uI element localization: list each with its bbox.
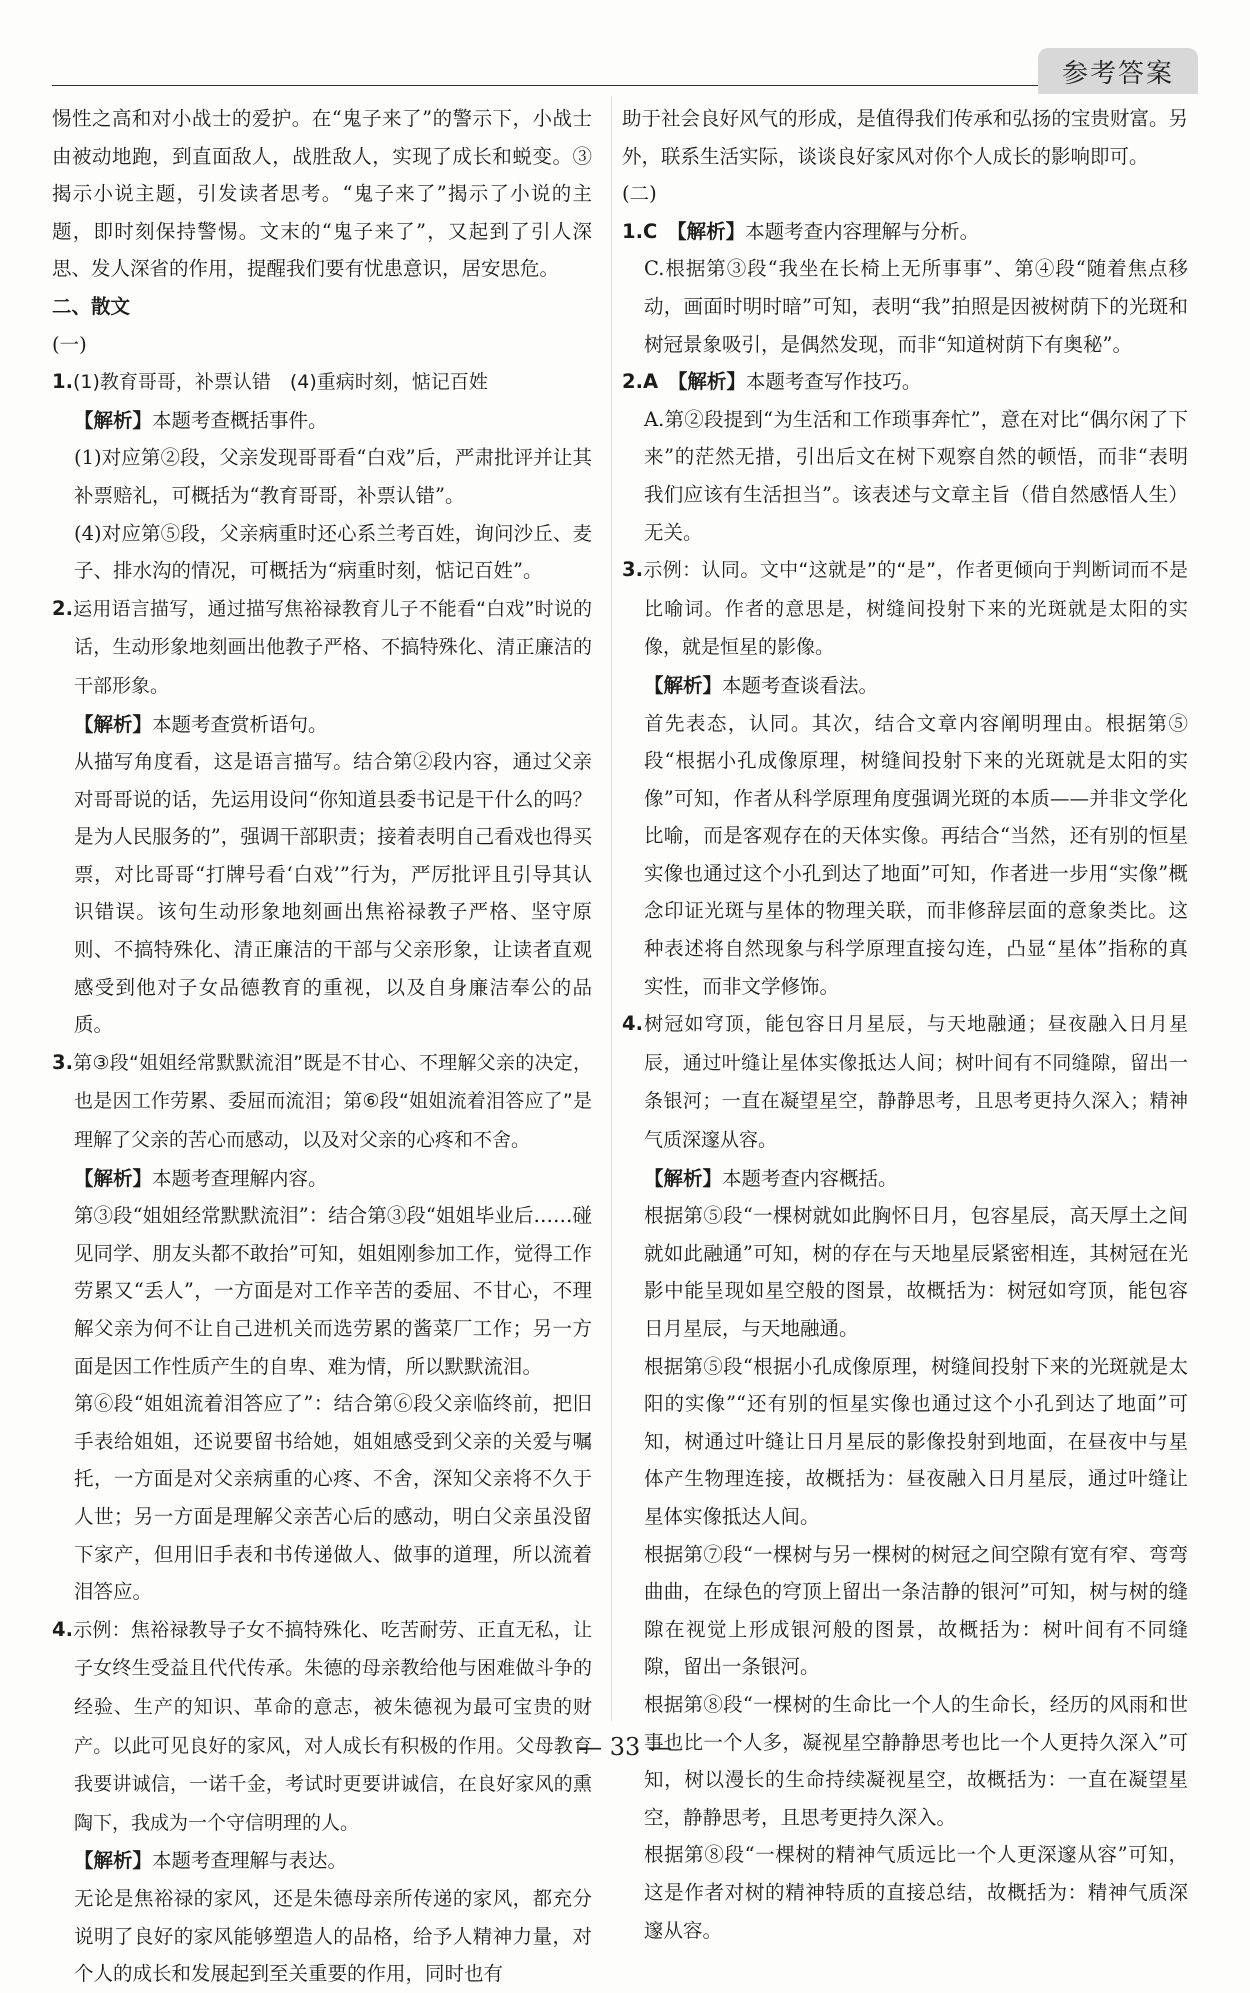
analysis-paragraph: 根据第⑦段“一棵树与另一棵树的树冠之间空隙有宽有窄、弯弯曲曲，在绿色的穹顶上留出一条洁静的银河”可知，树与树的缝隙在视觉上形成银河般的图景，故概括为：树叶间有不同缝隙，留出一条银河。: [644, 1542, 1188, 1679]
analysis-paragraph: 根据第⑤段“一棵树就如此胸怀日月，包容星辰，高天厚土之间就如此融通”可知，树的存在与天地星辰紧密相连，其树冠在光影中能呈现如星空般的图景，故概括为：树冠如穹顶，能包容日月星辰，与天地融通。: [644, 1204, 1188, 1340]
question-number: 1.: [52, 370, 73, 394]
question-number: 3.: [52, 1050, 73, 1074]
analysis-tag: 【解析】: [644, 1166, 723, 1190]
analysis-paragraph: 从描写角度看，这是语言描写。结合第②段内容，通过父亲对哥哥说的话，先运用设问“你知道县委书记是干什么的吗？是为人民服务的”，强调干部职责；接着表明自己看戏也得买票，对比哥哥“打牌号看‘白戏’”行为，严厉批评且引导其认识错误。该句生动形象地刻画出焦裕禄教子严格、坚守原则、不搞特殊化、清正廉洁的干部与父亲形象，让读者直观感受到他对子女品德教育的重视，以及自身廉洁奉公的品质。: [74, 750, 592, 1037]
analysis-paragraph: 第⑥段“姐姐流着泪答应了”：结合第⑥段父亲临终前，把旧手表给姐姐，还说要留书给她，姐姐感受到父亲的关爱与嘱托，一方面是对父亲病重的心疼、不舍，深知父亲将不久于人世；另一方面是理解父亲苦心后的感动，明白父亲虽没留下家产，但用旧手表和书传递做人、做事的道理，所以流着泪答应。: [74, 1392, 592, 1604]
analysis-tag: 【解析】: [644, 673, 723, 697]
analysis-tag: 【解析】: [74, 408, 153, 432]
analysis-topic: 本题考查理解与表达。: [152, 1849, 348, 1873]
analysis-paragraph: 根据第⑧段“一棵树的精神气质远比一个人更深邃从容”可知，这是作者对树的精神特质的直接总结，故概括为：精神气质深邃从容。: [644, 1843, 1188, 1942]
answer-text: 树冠如穹顶，能包容日月星辰，与天地融通；昼夜融入日月星辰，通过叶缝让星体实像抵达人间；树叶间有不同缝隙，留出一条银河；一直在凝望星空，静静思考，且思考更持久深入；精神气质深邃从容。: [642, 1013, 1188, 1152]
analysis-paragraph: (4)对应第⑤段，父亲病重时还心系兰考百姓，询问沙丘、麦子、排水沟的情况，可概括为“病重时刻，惦记百姓”。: [74, 521, 592, 583]
answer-text: 示例：焦裕禄教导子女不搞特殊化、吃苦耐劳、正直无私，让子女终生受益且代代传承。朱德的母亲教给他与困难做斗争的经验、生产的知识、革命的意志，被朱德视为最可宝贵的财产。以此可见良好的家风，对人成长有积极的作用。父母教育我要讲诚信，一诺千金，考试时更要讲诚信，在良好家风的熏陶下，我成为一个守信明理的人。: [72, 1618, 592, 1834]
analysis-topic: 本题考查内容概括。: [722, 1166, 898, 1190]
question-1: [52, 363, 592, 402]
analysis-tag: 【解析】: [74, 712, 153, 736]
subsection-label: (一): [52, 332, 87, 356]
question-number: 4.: [622, 1012, 643, 1036]
analysis-tag: 【解析】: [74, 1166, 153, 1190]
analysis-topic: 本题考查赏析语句。: [152, 712, 328, 736]
question-4: [52, 1611, 592, 1843]
analysis-paragraph: 无论是焦裕禄的家风，还是朱德母亲所传递的家风，都充分说明了良好的家风能够塑造人的品格，给予人精神力量，对个人的成长和发展起到至关重要的作用，同时也有: [74, 1886, 592, 1986]
page-number: — 33 —: [578, 1733, 672, 1761]
answer-text: 运用语言描写，通过描写焦裕禄教育儿子不能看“白戏”时说的话，生动形象地刻画出他教子严格、不搞特殊化、清正廉洁的干部形象。: [72, 597, 592, 697]
analysis-heading: [622, 1160, 1188, 1198]
column-divider: [611, 96, 612, 1721]
answer-text: 示例：认同。文中“这就是”的“是”，作者更倾向于判断词而不是比喻词。作者的意思是，树缝间投射下来的光斑就是太阳的实像，就是恒星的影像。: [642, 559, 1188, 659]
analysis-paragraph: 根据第⑧段“一棵树的生命比一个人的生命长，经历的风雨和世事也比一个人多，凝视星空静静思考也比一个人更持久深入”可知，树以漫长的生命持续凝视星空，故概括为：一直在凝望星空，静静思考，且思考更持久深入。: [644, 1692, 1188, 1829]
left-column: [52, 100, 592, 1993]
question-3: [622, 551, 1188, 667]
analysis-heading: [622, 667, 1188, 705]
question-3: [52, 1044, 592, 1160]
analysis-topic: 本题考查谈看法。: [722, 673, 879, 697]
analysis-heading: [52, 1842, 592, 1880]
right-column: [622, 100, 1188, 1949]
right-lead-paragraph: 助于社会良好风气的形成，是值得我们传承和弘扬的宝贵财富。另外，联系生活实际，谈谈良好家风对你个人成长的影响即可。: [622, 107, 1188, 168]
analysis-topic: 本题考查写作技巧。: [745, 370, 922, 394]
analysis-paragraph: (1)对应第②段，父亲发现哥哥看“白戏”后，严肃批评并让其补票赔礼，可概括为“教育哥哥，补票认错”。: [74, 446, 592, 507]
analysis-heading: [52, 402, 592, 440]
question-number: 3.: [622, 558, 643, 582]
analysis-tag: 【解析】: [677, 370, 746, 394]
analysis-topic: 本题考查概括事件。: [152, 408, 328, 432]
question-4: [622, 1005, 1188, 1159]
analysis-tag: 【解析】: [74, 1849, 153, 1873]
analysis-paragraph: 第③段“姐姐经常默默流泪”：结合第③段“姐姐毕业后……碰见同学、朋友头都不敢抬”可知，姐姐刚参加工作，觉得工作劳累又“丢人”，一方面是对工作辛苦的委屈、不甘心，不理解父亲为何不让自己进机关而选劳累的酱菜厂工作；另一方面是因工作性质产生的自卑、难为情，所以默默流泪。: [74, 1204, 592, 1378]
analysis-paragraph: 首先表态，认同。其次，结合文章内容阐明理由。根据第⑤段“根据小孔成像原理，树缝间投射下来的光斑就是太阳的实像”可知，作者从科学原理角度强调光斑的本质——并非文学化比喻，而是客观存在的天体实像。再结合“当然，还有别的恒星实像也通过这个小孔到达了地面”可知，作者进一步用“实像”概念印证光斑与星体的物理关联，而非修辞层面的意象类比。这种表述将自然现象与科学原理直接勾连，凸显“星体”指称的真实性，而非文学修饰。: [644, 711, 1188, 998]
answer-choice: A: [642, 370, 659, 394]
subsection-label: (二): [622, 182, 657, 206]
analysis-heading: [52, 1160, 592, 1198]
question-number: 2.: [622, 370, 643, 394]
question-1: [622, 213, 1188, 251]
answer-text: 第③段“姐姐经常默默流泪”既是不甘心、不理解父亲的决定，也是因工作劳累、委屈而流泪；第⑥段“姐姐流着泪答应了”是理解了父亲的苦心而感动，以及对父亲的心疼和不舍。: [72, 1051, 592, 1152]
answer-text: (1)教育哥哥，补票认错 (4)重病时刻，惦记百姓: [72, 371, 488, 394]
question-2: [622, 363, 1188, 401]
analysis-heading: [52, 706, 592, 744]
analysis-paragraph: C.根据第③段“我坐在长椅上无所事事”、第④段“随着焦点移动，画面时明时暗”可知，表明“我”拍照是因被树荫下的光斑和树冠景象吸引，是偶然发现，而非“知道树荫下有奥秘”。: [644, 257, 1188, 356]
question-number: 1.: [622, 219, 643, 243]
analysis-paragraph: A.第②段提到“为生活和工作琐事奔忙”，意在对比“偶尔闲了下来”的茫然无措，引出后文在树下观察自然的顿悟，而非“表明我们应该有生活担当”。该表述与文章主旨（借自然感悟人生）无关。: [644, 407, 1188, 544]
analysis-paragraph: 根据第⑤段“根据小孔成像原理，树缝间投射下来的光斑就是太阳的实像”“还有别的恒星实像也通过这个小孔到达了地面”可知，树通过叶缝让日月星辰的影像投射到地面，在昼夜中与星体产生物理连接，故概括为：昼夜融入日月星辰，通过叶缝让星体实像抵达人间。: [644, 1354, 1188, 1528]
question-number: 2.: [52, 596, 73, 620]
analysis-tag: 【解析】: [676, 219, 746, 243]
answer-choice: C: [642, 219, 658, 243]
question-2: [52, 590, 592, 706]
section-title: 二、散文: [52, 294, 131, 318]
left-lead-paragraph: 惕性之高和对小战士的爱护。在“鬼子来了”的警示下，小战士由被动地跑，到直面敌人，战胜敌人，实现了成长和蜕变。③揭示小说主题，引发读者思考。“鬼子来了”揭示了小说的主题，即时刻保持警惕。文末的“鬼子来了”，又起到了引人深思、发人深省的作用，提醒我们要有忧患意识，居安思危。: [52, 107, 592, 281]
analysis-topic: 本题考查理解内容。: [152, 1166, 328, 1190]
analysis-topic: 本题考查内容理解与分析。: [745, 219, 980, 243]
header-tab: 参考答案: [1038, 48, 1198, 94]
question-number: 4.: [52, 1617, 73, 1641]
header-rule: [52, 85, 1198, 86]
